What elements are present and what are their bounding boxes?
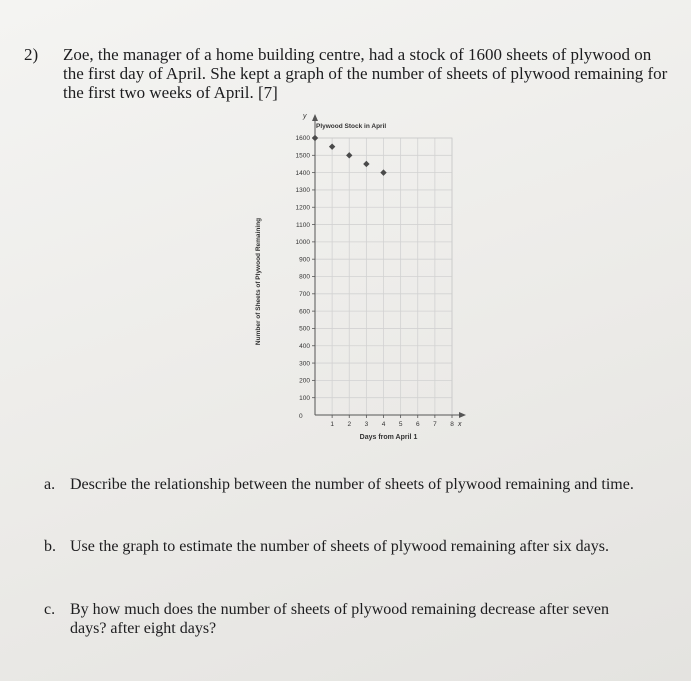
part-c-text-line: days? after eight days? (70, 620, 217, 637)
data-point (346, 152, 352, 158)
question-stem-line: the first two weeks of April. [7] (63, 83, 278, 102)
chart-title: Plywood Stock in April (316, 123, 387, 130)
x-tick-label: 8 (450, 421, 454, 428)
part-a-letter: a. (44, 476, 56, 493)
data-point (363, 161, 369, 167)
x-tick-label: 2 (347, 421, 352, 428)
y-tick-label: 200 (299, 377, 310, 385)
y-tick-label: 500 (299, 325, 310, 333)
x-tick-label: 3 (364, 421, 369, 428)
y-tick-label: 100 (299, 394, 310, 402)
part-b-text: Use the graph to estimate the number of sheets of plywood remaining after six days. (70, 538, 609, 555)
y-tick-label: 1400 (295, 169, 310, 177)
question-stem-line: the first day of April. She kept a graph of the number of sheets of plywood remaining for (63, 64, 668, 83)
y-tick-label: 600 (299, 308, 310, 316)
part-c-letter: c. (44, 601, 56, 618)
x-axis-letter: x (458, 421, 462, 428)
x-tick-label: 1 (330, 421, 334, 428)
question-stem-line: Zoe, the manager of a home building centre, had a stock of 1600 sheets of plywood on (63, 45, 652, 64)
x-tick-label: 6 (415, 421, 420, 428)
data-point (380, 169, 386, 175)
y-tick-label: 400 (299, 342, 310, 350)
x-tick-label: 4 (381, 421, 386, 428)
y-tick-label: 900 (299, 256, 310, 264)
y-tick-label: 1200 (295, 204, 310, 212)
x-axis-label: Days from April 1 (359, 434, 418, 441)
question-stem (63, 45, 688, 102)
chart-canvas (220, 108, 480, 448)
x-tick-label: 5 (398, 421, 403, 428)
plywood-chart (220, 108, 480, 448)
part-c (44, 600, 609, 638)
data-point (312, 135, 318, 141)
question-number: 2) (24, 45, 39, 64)
y-tick-label: 1500 (295, 152, 310, 160)
y-tick-label: 1600 (295, 135, 310, 143)
x-tick-label: 7 (433, 421, 437, 428)
data-point (329, 143, 335, 149)
y-axis-label: Number of Sheets of Plywood Remaining (255, 217, 262, 346)
origin-label: 0 (299, 413, 303, 420)
y-tick-label: 800 (299, 273, 310, 281)
y-axis-arrow (312, 114, 318, 121)
x-axis-arrow (459, 412, 466, 418)
y-tick-label: 1100 (296, 221, 310, 229)
part-b-letter: b. (44, 538, 56, 555)
y-axis-letter: y (303, 113, 307, 120)
y-tick-label: 300 (299, 360, 310, 368)
y-tick-label: 1300 (295, 187, 310, 195)
part-a (44, 475, 634, 494)
part-c-text-line: By how much does the number of sheets of plywood remaining decrease after seven (70, 601, 609, 618)
y-tick-label: 1000 (295, 239, 310, 247)
part-b (44, 537, 609, 556)
y-tick-label: 700 (299, 291, 310, 299)
part-a-text: Describe the relationship between the number of sheets of plywood remaining and time. (70, 476, 634, 493)
